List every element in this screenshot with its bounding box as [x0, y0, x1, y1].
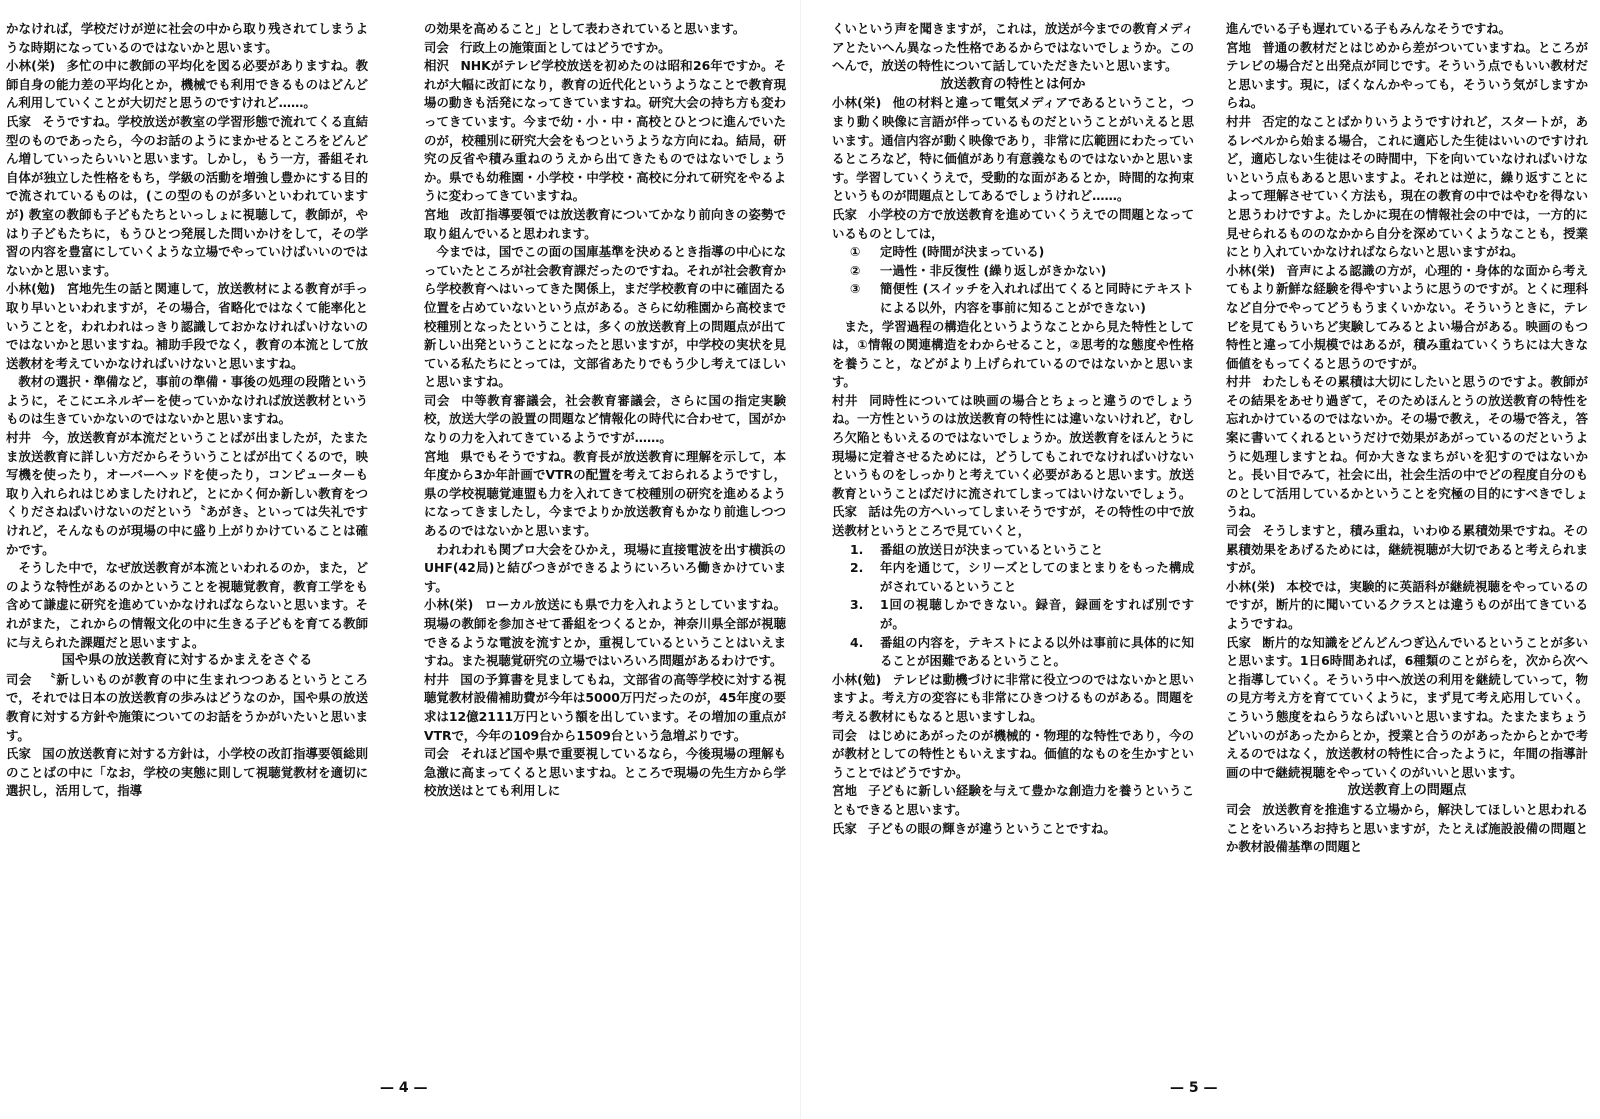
list-item — [850, 596, 1194, 633]
speech-text: 中等教育審議会，社会教育審議会，さらに国の指定実験校，放送大学の設置の問題など情報化の時代に合わせて，国がかなりの力を入れてきているようですが……。 — [424, 392, 786, 446]
speaker-name: 司会 — [424, 39, 449, 55]
list-item — [850, 243, 1194, 262]
speaker-name: 氏家 — [832, 206, 858, 222]
speaker-name: 村井 — [424, 671, 450, 687]
speaker-name: 司会 — [1226, 801, 1252, 817]
paragraph — [424, 39, 786, 58]
speech-text: 国の予算書を見ましてもね，文部省の高等学校に対する視聴覚教材設備補助費が今年は5000万円だったのが，45年度の要求は12億2111万円という額を出しています。その増加の重点がVTRで，今年の109台から1509台という急増ぶりです。 — [424, 671, 786, 743]
column-2 — [424, 20, 786, 1050]
paragraph — [6, 280, 368, 373]
paragraph — [424, 745, 786, 801]
speaker-name: 村井 — [832, 392, 859, 408]
speaker-name: 氏家 — [6, 113, 32, 129]
paragraph — [832, 820, 1194, 839]
paragraph: かなければ，学校だけが逆に社会の中から取り残されてしまうような時期になっているのではないかと思います。 — [6, 21, 368, 55]
paragraph: くいという声を聞きますが，これは，放送が今までの教育メディアとたいへん異なった性格であるからではないでしょうか。このへんで，放送の特性について話していただきたいと思います。 — [832, 21, 1194, 74]
page-number-right: — 5 — — [1170, 1080, 1218, 1096]
list-item — [850, 280, 1194, 317]
speech-text: はじめにあがったのが機械的・物理的な特性であり，今のが教材としての特性ともいえますね。価値的なものを生かすということではどうですか。 — [832, 727, 1194, 780]
feature-list — [850, 243, 1194, 317]
speech-text: 国の放送教育に対する方針は，小学校の改訂指導要領総則のことばの中に「なお，学校の実態に則して視聴覚教材を適切に選択し，活用して，指導 — [6, 746, 368, 799]
feature-list — [850, 541, 1194, 671]
speech-text: そうですね。学校放送が教室の学習形態で流れてくる直結型のものであったら，今のお話のようにまかせるところをどんどん増していったらいいと思います。しかし，もう一方，番組それ自体が独立した性格をもち，学級の活動を増強し豊かにする目的で流されているものは，(この型のものが多いといわれていますが) 教室の教師も子どもたちといっしょに視聴して，教師が，やはり子どもたちに，もうひとつ発展した問いかけをして，その学習の内容を豊富にしていくような立場でやっていけばいいのではないかと思います。 — [6, 113, 368, 278]
speaker-name: 村井 — [6, 430, 32, 446]
speaker-name: 氏家 — [1226, 634, 1252, 650]
speech-text: それほど国や県で重要視しているなら，今後現場の理解も急激に高まってくると思いますね。ところで現場の先生方から学校放送はとても利用しに — [424, 746, 786, 799]
speaker-name: 司会 — [424, 392, 451, 408]
section-heading: 放送教育上の問題点 — [1347, 783, 1467, 799]
speech-text: 他の材料と違って電気メディアであるということ，つまり動く映像に言語が伴っているものだということがいえると思います。通信内容が動く映像であり，非常に広範囲にわたっているところなど，特に価値があり有意義なものではないかと思います。学習していくうえで，受動的な面があるとか，時間的な拘束というものが問題点としてあるでしょうけれど……。 — [832, 95, 1194, 204]
speaker-name: 小林(勉) — [832, 671, 882, 687]
list-marker: 3. — [850, 597, 864, 613]
section-heading: 国や県の放送教育に対するかまえをさぐる — [61, 653, 313, 669]
speech-text: 話は先の方へいってしまいそうですが，その特性の中で放送教材というところで見ていくと， — [832, 504, 1194, 539]
paragraph: そうした中で，なぜ放送教育が本流といわれるのか，また，どのような特性があるのかということを視聴覚教育，教育工学をも含めて謙虚に研究を進めていかなければならないと思います。それがまた，これからの情報文化の中に生きる子どもを育てる教師に与えられた課題だと思いますよ。 — [6, 560, 368, 650]
paragraph: また，学習過程の構造化というようなことから見た特性としては，①情報の関連構造をわからせること，②思考的な態度や性格を養うこと，などがより上げられているのではないかと思います。 — [832, 318, 1194, 390]
speaker-name: 小林(栄) — [1226, 578, 1276, 594]
paragraph — [832, 392, 1194, 504]
speech-text: テレビは動機づけに非常に役立つのではないかと思いますよ。考え方の変容にも非常にひきつけるものがある。問題を考える教材にもなると思いますしね。 — [832, 671, 1194, 724]
paragraph: 教材の選択・準備など，事前の準備・事後の処理の段階というように，そこにエネルギーを使っていかなければ放送教材というものは生きていかないのではないかと思いますね。 — [6, 374, 368, 427]
speech-text: 普通の教材だとはじめから差がついていますね。ところがテレビの場合だと出発点が同じです。そういう点でもいい教材だと思います。現に，ぼくなんかやっても，そういう気がしますからね。 — [1226, 39, 1588, 111]
speech-text: 宮地先生の話と関連して，放送教材による教育が手っ取り早いといわれますが，その場合，省略化ではなくて能率化ということを，われわれはっきり認識しておかなければいけないのではないかと思いますね。補助手段でなく，教育の本流として放送教材を考えていかなければいけないと思いますね。 — [6, 281, 368, 371]
speaker-name: 村井 — [1226, 374, 1252, 390]
paragraph — [1226, 522, 1588, 578]
speaker-name: 氏家 — [832, 820, 857, 836]
speech-text: 今，放送教育が本流だということばが出ましたが，たまたま放送教育に詳しい方だからそういうことばが出てくるので，映写機を使ったり，オーバーヘッドを使ったり，コンピューターも取り入れられはじめましたけれど，とにかく何か新しい教育をつくりださねばいけないのだという〝あがき〟といっては失礼ですけれど，そんなものが現場の中に盛り上がりかけていることは確かです。 — [6, 430, 368, 557]
paragraph — [1226, 634, 1588, 783]
paragraph — [832, 671, 1194, 727]
speech-text: 県でもそうですね。教育長が放送教育に理解を示して，本年度から3か年計画でVTRの配置を考えておられるようですし，県の学校視聴覚連盟も力を入れてきて校種別の研究を進めるようになってきましたし，今までよりか放送教育もかなり前進しつつあるのではないかと思います。 — [424, 448, 786, 539]
paragraph — [1226, 262, 1588, 374]
speech-text: 改訂指導要領では放送教育についてかなり前向きの姿勢で取り組んでいると思われます。 — [424, 206, 786, 241]
speech-text: 音声による認識の方が，心理的・身体的な面から考えてもより新鮮な経験を得やすいように思うのですが。とくに理科など自分でやってどうもうまくいかない。そういうときに，テレビを見てもういちど実験してみるとよい場合がある。映画のもつ特性と違って小規模ではあるが，積み重ねていくうちには大きな価値をもってくると思うのですが。 — [1226, 262, 1588, 371]
speaker-name: 宮地 — [424, 206, 450, 222]
speech-text: 子どもに新しい経験を与えて豊かな創造力を養うということもできると思います。 — [832, 783, 1194, 817]
speech-text: 子どもの眼の輝きが違うということですね。 — [867, 820, 1116, 836]
list-text: 1回の視聴しかできない。録音，録画をすれば別ですが。 — [880, 597, 1194, 631]
list-marker: 1. — [850, 541, 864, 557]
list-text: 年内を通じて，シリーズとしてのまとまりをもった構成がされているということ — [880, 560, 1194, 594]
paragraph: 今までは，国でこの面の国庫基準を決めるとき指導の中心になっていたところが社会教育課だったのですね。それが社会教育から学校教育へはいってきた関係上，まだ学校教育の中に確固たる位置を占めていないという点がある。さらに幼稚園から高校まで校種別となったということは，多くの放送教育上の問題点が出て新しい出発ということになったと思いますが，中学校の実状を見ている私たちにとっては，文部省あたりでもう少し考えてほしいと思いますね。 — [424, 244, 786, 390]
speaker-name: 司会 — [1226, 523, 1252, 539]
paragraph — [832, 206, 1194, 243]
speaker-name: 宮地 — [832, 783, 858, 799]
speech-text: 断片的な知識をどんどんつぎ込んでいるということが多いと思います。1日6時間あれば，6種類のことがらを，次から次へと指導していく。そういう中へ放送の利用を継続していって，物の見方考え方を育てていくように，まず見て考え応用していく。こういう態度をねらうならばいいと思いますね。たまたまちょうどいいのがあったからとか，授業と合うのがあったからとかで考えるのではなく，放送教材の特性に合ったように，年間の指導計画の中で継続視聴をやっていくのがいいと思います。 — [1226, 634, 1588, 780]
page-gutter — [800, 0, 801, 1119]
speech-text: 放送教育を推進する立場から，解決してほしいと思われることをいろいろお持ちと思いますが，たとえば施設設備の問題とか教材設備基準の問題と — [1226, 801, 1588, 855]
speech-text: 多忙の中に教師の平均化を図る必要がありますね。教師自身の能力差の平均化とか，機械でも利用できるものはどんどん利用していくことが大切だと思うのですけれど……。 — [6, 58, 368, 111]
list-text: 一過性・非反復性 (繰り返しがきかない) — [880, 262, 1107, 278]
speech-text: 同時性については映画の場合とちょっと違うのでしょうね。一方性というのは放送教育の特性には違いないけれど，むしろ欠陥ともいえるのではないでしょうか。放送教育をほんとうに現場に定着させるためには，どうしてもこれでなければいけないというものをしっかりと考えていく必要があると思います。放送教育ということばだけに流されてしまってはいけないでしょう。 — [832, 392, 1194, 501]
paragraph — [6, 671, 368, 745]
speaker-name: 司会 — [6, 671, 33, 687]
speaker-name: 氏家 — [832, 504, 858, 520]
list-text: 番組の放送日が決まっているということ — [880, 541, 1104, 557]
speaker-name: 村井 — [1226, 113, 1252, 129]
speaker-name: 小林(栄) — [832, 95, 882, 111]
speaker-name: 小林(栄) — [424, 597, 474, 613]
paragraph: の効果を高めること」として表わされていると思います。 — [424, 21, 746, 36]
paragraph — [832, 782, 1194, 819]
list-marker: ② — [850, 262, 861, 278]
paragraph — [832, 503, 1194, 540]
paragraph — [1226, 373, 1588, 522]
list-text: 番組の内容を，テキストによる以外は事前に具体的に知ることが困難であるということ。 — [880, 634, 1194, 669]
paragraph — [1226, 801, 1588, 857]
paragraph — [6, 57, 368, 113]
speaker-name: 氏家 — [6, 746, 32, 762]
paragraph — [832, 94, 1194, 206]
speaker-name: 小林(栄) — [6, 58, 56, 74]
paragraph: 進んでいる子も遅れている子もみんなそうですね。 — [1226, 21, 1511, 36]
speaker-name: 小林(栄) — [1226, 262, 1276, 278]
speaker-name: 司会 — [832, 727, 858, 743]
list-marker: 4. — [850, 634, 864, 650]
paragraph: われわれも関ブロ大会をひかえ，現場に直接電波を出す横浜のUHF(42局)と結びつきができるようにいろいろ働きかけています。 — [424, 541, 786, 594]
paragraph — [6, 429, 368, 559]
page-number-left: — 4 — — [380, 1080, 428, 1096]
speaker-name: 司会 — [424, 746, 450, 762]
list-item — [850, 262, 1194, 281]
list-text: 定時性 (時間が決まっている) — [880, 244, 1045, 260]
section-heading: 放送教育の特性とは何か — [940, 76, 1086, 92]
paragraph — [424, 392, 786, 448]
list-item — [850, 541, 1194, 560]
speech-text: 否定的なことばかりいうようですけれど，スタートが，あるレベルから始まる場合，これに適応した生徒はいいのですけれど，適応しない生徒はその時間中，下を向いていなければいけないという点もあると思いますよ。それとは逆に，繰り返すことによって理解させていく方法も，現在の教育の中ではやむを得ないと思うわけですよ。たしかに現在の情報社会の中では，一方的に見せられるもののなかから自分を深めていくようなことも，授業にとり入れていかなければならないと思いますがね。 — [1226, 113, 1588, 260]
list-item — [850, 634, 1194, 671]
column-3 — [832, 20, 1194, 1050]
speech-text: 小学校の方で放送教育を進めていくうえでの問題となっているものとしては， — [832, 206, 1194, 241]
paragraph — [6, 745, 368, 801]
list-text: 簡便性 (スイッチを入れれば出てくると同時にテキストによる以外，内容を事前に知ることができない) — [880, 281, 1194, 315]
speech-text: そうしますと，積み重ね，いわゆる累積効果ですね。その累積効果をあげるためには，継続視聴が大切であると考えられますが。 — [1226, 523, 1588, 576]
column-4 — [1226, 20, 1588, 1050]
column-1 — [6, 20, 368, 1050]
list-item — [850, 559, 1194, 596]
paragraph — [424, 206, 786, 243]
list-marker: ① — [850, 244, 861, 260]
paragraph — [424, 596, 786, 670]
speech-text: NHKがテレビ学校放送を初めたのは昭和26年ですか。それが大幅に改訂になり，教育の近代化というようなことで教育現場の動きも活発になってきていますね。研究大会の持ち方も変わってきています。今まで幼・小・中・高校とひとつに進んでいたのが，校種別に研究大会をもつというような方向にね。結局，研究の反省や積み重ねのうえから出てきたものではないでしょうか。県でも幼稚園・小学校・中学校・高校に分れて研究をやるように変わってきていますね。 — [424, 58, 786, 204]
speech-text: 本校では，実験的に英語科が継続視聴をやっているのですが，断片的に聞いているクラスとは違うものが出てきているようですね。 — [1226, 578, 1588, 631]
speaker-name: 小林(勉) — [6, 281, 56, 297]
paragraph — [1226, 578, 1588, 634]
speech-text: 行政上の施策面としてはどうですか。 — [459, 39, 671, 55]
list-marker: 2. — [850, 560, 864, 576]
speech-text: わたしもその累積は大切にしたいと思うのですよ。教師がその結果をあせり過ぎて，そのためほんとうの放送教育の特性を忘れかけているのではないか。その場で教え，その場で答え，答案に書いてくれるというだけで効果があがっているのだというように処理しますとね。何か大きなまちがいを犯すのではないかと。長い目でみて，社会に出，社会生活の中でどの程度自分のものとして活用しているかということを究極の目的にすべきでしょうね。 — [1226, 374, 1588, 520]
paragraph — [1226, 39, 1588, 113]
paragraph — [424, 671, 786, 745]
speech-text: 〝新しいものが教育の中に生まれつつあるというところで，それでは日本の放送教育の歩みはどうなのか，国や県の放送教育に対する方針や施策についてのお話をうかがいたいと思います。 — [6, 671, 368, 743]
paragraph — [832, 727, 1194, 783]
paragraph — [424, 57, 786, 206]
speaker-name: 相沢 — [424, 58, 450, 74]
speaker-name: 宮地 — [424, 448, 450, 464]
speaker-name: 宮地 — [1226, 39, 1252, 55]
speech-text: ローカル放送にも県で力を入れようとしていますね。現場の教師を参加させて番組をつくるとか，神奈川県全部が視聴できるような電波を流すとか，重視しているということはいえますね。また視聴覚研究の立場ではいろいろ問題があるわけです。 — [424, 597, 786, 669]
paragraph — [6, 113, 368, 280]
list-marker: ③ — [850, 281, 861, 297]
paragraph — [1226, 113, 1588, 262]
paragraph — [424, 448, 786, 541]
